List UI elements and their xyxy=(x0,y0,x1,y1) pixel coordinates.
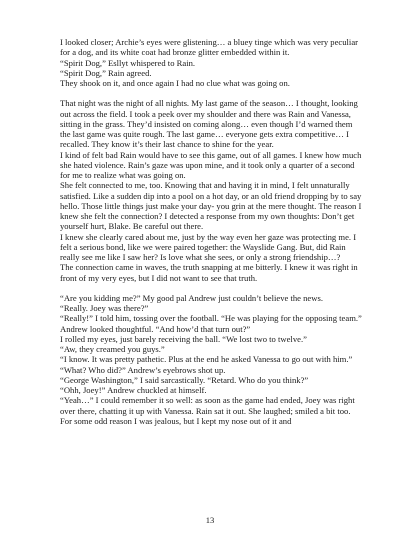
paragraph: I looked closer; Archie’s eyes were glistening… a bluey tinge which was very peculiar for a dog, and its white coat had bronze glitter embedded within it. xyxy=(60,37,359,58)
paragraph: “What? Who did?” Andrew’s eyebrows shot up. xyxy=(60,364,226,375)
paragraph: Andrew looked thoughtful. “And how’d that turn out?” xyxy=(60,323,251,334)
paragraph: She felt connected to me, too. Knowing that and having it in mind, I felt unnaturally satisfied. Like a sudden dip into a pool on a hot day, or an old friend dropping by to say hello. Those little things just make your day- you grin at the mere thought. The reason I knew she felt the connection? I detected a response from my own thoughts: Don’t get yourself hurt, Blake. Be careful out there. xyxy=(60,180,362,232)
paragraph: I knew she clearly cared about me, just by the way even her gaze was protecting me. I felt a serious bond, like we were paired together: the Wayslide Gang. But, did Rain really see me like I saw her? Is love what she sees, or only a strong friendship…? xyxy=(60,231,357,262)
paragraph: “Are you kidding me?” My good pal Andrew just couldn’t believe the news. xyxy=(60,292,323,303)
paragraph: “I know. It was pretty pathetic. Plus at the end he asked Vanessa to go out with him.” xyxy=(60,354,353,365)
paragraph: “Spirit Dog,” Rain agreed. xyxy=(60,67,152,78)
page-number: 13 xyxy=(205,515,215,525)
paragraph: “Aw, they creamed you guys.” xyxy=(60,344,165,354)
paragraph: “Spirit Dog,” Esllyt whispered to Rain. xyxy=(60,57,196,68)
page-body-text xyxy=(60,37,364,426)
paragraph: “Yeah…” I could remember it so well: as soon as the game had ended, Joey was right over there, chatting it up with Vanessa. Rain sat it out. She laughed; smiled a bit too. For some odd reason I was jealous, but I kept my nose out of it and xyxy=(60,395,355,426)
paragraph: They shook on it, and once again I had no clue what was going on. xyxy=(60,78,290,88)
paragraph: “Really. Joey was there?” xyxy=(60,303,149,313)
paragraph: “George Washington,” I said sarcastically. “Retard. Who do you think?” xyxy=(60,374,309,385)
paragraph: The connection came in waves, the truth snapping at me bitterly. I knew it was right in front of my very eyes, but I did not want to see that truth. xyxy=(60,262,358,283)
paragraph: I rolled my eyes, just barely receiving the ball. “We lost two to twelve.” xyxy=(60,333,307,344)
paragraph: I kind of felt bad Rain would have to see this game, out of all games. I knew how much she hated violence. Rain’s gaze was upon mine, and it took only a quarter of a second for me to realize what was going on. xyxy=(60,149,362,180)
paragraph: That night was the night of all nights. My last game of the season… I thought, looking out across the field. I took a peek over my shoulder and there was Rain and Vanessa, sitting in the grass. They’d insisted on coming along… even though I’d warned them the last game was quite rough. The last game… everyone gets extra competitive… I recalled. They know it’s their last chance to shine for the year. xyxy=(60,98,358,150)
paragraph: “Really!” I told him, tossing over the football. “He was playing for the opposing team.” xyxy=(60,313,362,324)
paragraph: “Ohh, Joey!” Andrew chuckled at himself. xyxy=(60,385,207,395)
